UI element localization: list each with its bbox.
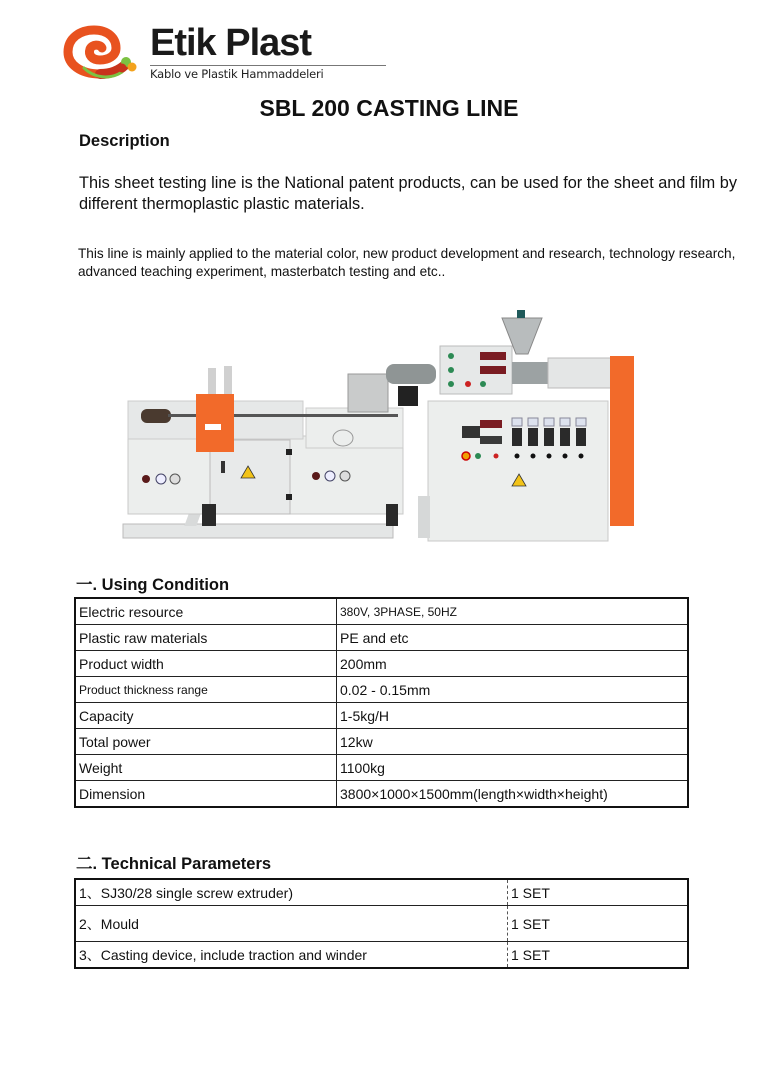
row-label: Electric resource: [75, 598, 337, 625]
item-quantity: 1 SET: [508, 942, 689, 969]
table-row: [75, 677, 688, 703]
casting-line-machine-photo: [118, 296, 648, 558]
casting-unit: [118, 364, 436, 538]
description-paragraph-1: This sheet testing line is the National patent products, can be used for the sheet and film by different thermoplastic plastic materials.: [79, 174, 737, 213]
description-heading: Description: [79, 132, 170, 150]
description-paragraph-2: This line is mainly applied to the material color, new product development and research, technology research, advanced teaching experiment, masterbatch testing and etc..: [78, 246, 736, 279]
item-quantity: 1 SET: [508, 879, 689, 906]
table-row: [75, 755, 688, 781]
table-row: [75, 729, 688, 755]
row-label: Dimension: [75, 781, 337, 808]
row-label: Product width: [75, 651, 337, 677]
brand-tagline: Kablo ve Plastik Hammaddeleri: [150, 67, 324, 81]
row-label: Capacity: [75, 703, 337, 729]
row-value: 200mm: [337, 651, 689, 677]
row-label: Plastic raw materials: [75, 625, 337, 651]
table-row: [75, 651, 688, 677]
etik-plast-swirl-icon: [60, 22, 140, 88]
item-name: 1、SJ30/28 single screw extruder): [75, 879, 508, 906]
page-title: SBL 200 CASTING LINE: [259, 95, 519, 121]
table-row: [75, 942, 688, 969]
table-row: [75, 598, 688, 625]
logo-wordmark: [150, 22, 390, 81]
technical-parameters-table: [74, 878, 689, 969]
row-label: Product thickness range: [75, 677, 337, 703]
row-label: Weight: [75, 755, 337, 781]
table-row: [75, 703, 688, 729]
table-row: [75, 781, 688, 808]
row-value: 380V, 3PHASE, 50HZ: [337, 598, 689, 625]
row-value: PE and etc: [337, 625, 689, 651]
company-logo: [60, 22, 360, 88]
extruder-unit: [418, 310, 634, 541]
row-label: Total power: [75, 729, 337, 755]
table-row: [75, 906, 688, 942]
brand-name: Etik Plast: [150, 22, 312, 64]
item-name: 3、Casting device, include traction and winder: [75, 942, 508, 969]
row-value: 1100kg: [337, 755, 689, 781]
row-value: 3800×1000×1500mm(length×width×height): [337, 781, 689, 808]
item-quantity: 1 SET: [508, 906, 689, 942]
technical-parameters-heading: 二. Technical Parameters: [76, 855, 272, 873]
using-condition-heading: 一. Using Condition: [76, 576, 230, 594]
row-value: 12kw: [337, 729, 689, 755]
item-name: 2、Mould: [75, 906, 508, 942]
row-value: 1-5kg/H: [337, 703, 689, 729]
table-row: [75, 879, 688, 906]
logo-divider: [150, 65, 386, 66]
table-row: [75, 625, 688, 651]
using-condition-table: [74, 597, 689, 808]
row-value: 0.02 - 0.15mm: [337, 677, 689, 703]
